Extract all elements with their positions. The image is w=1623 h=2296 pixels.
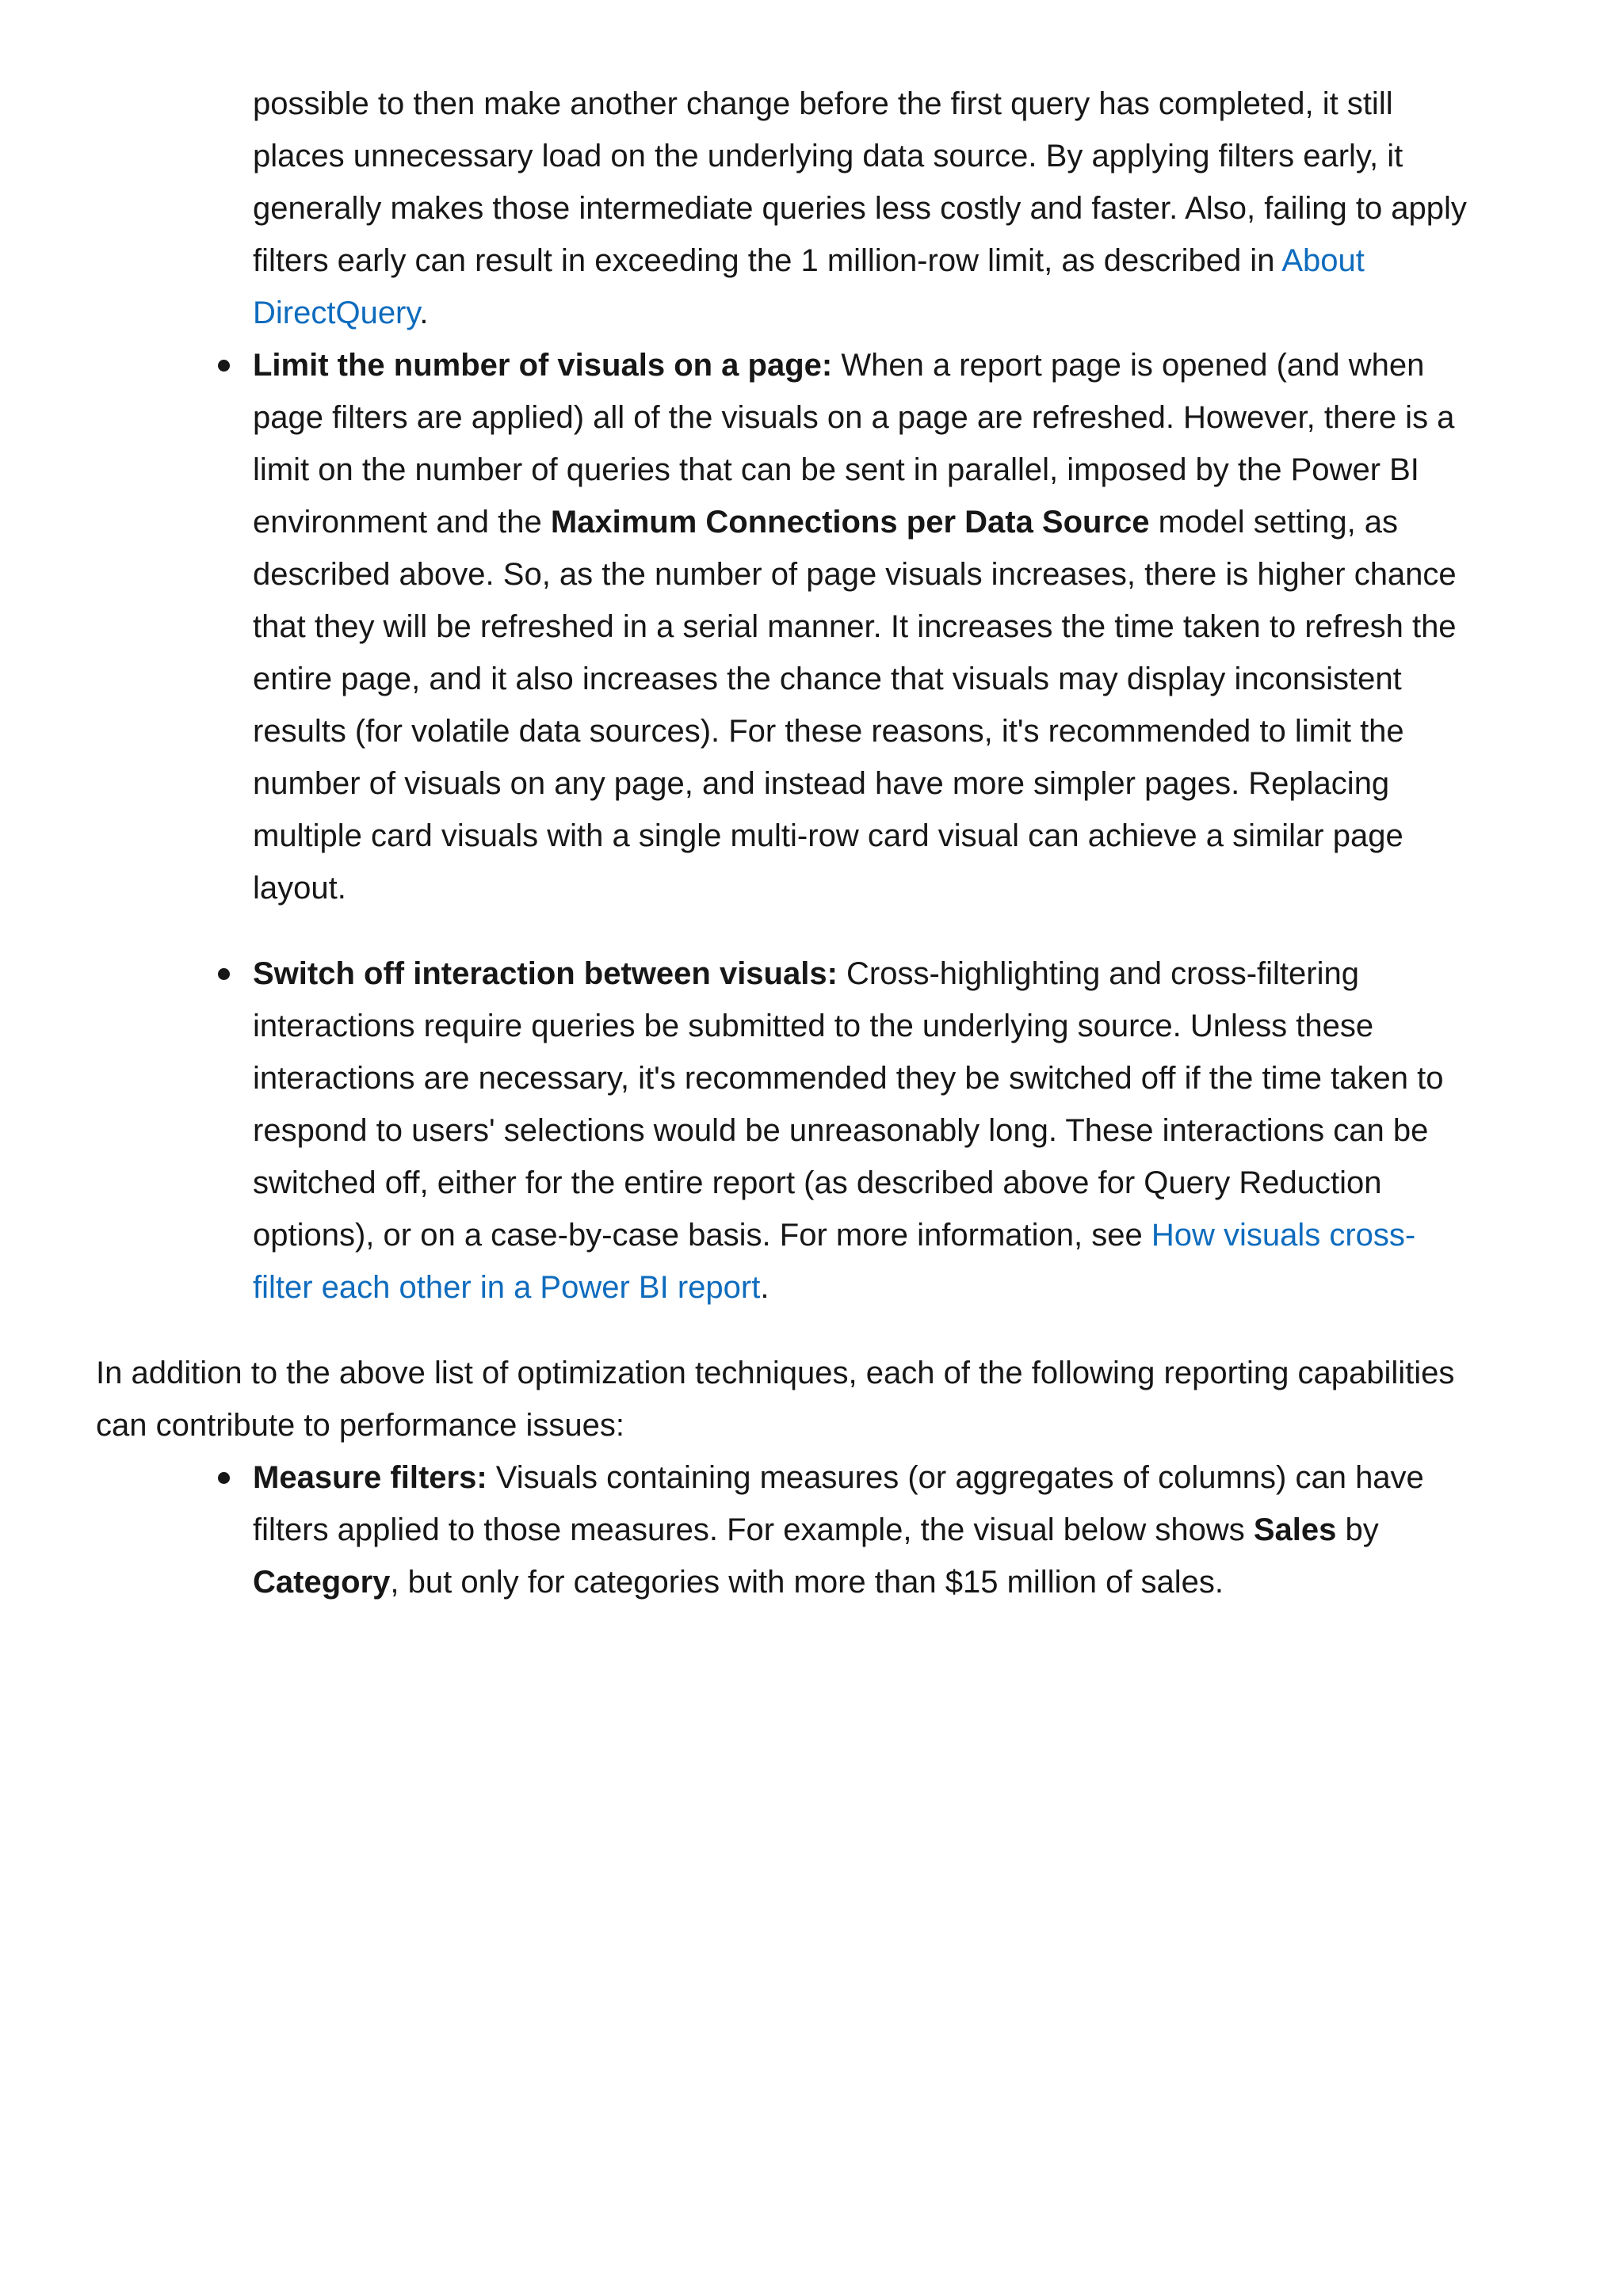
list-item-measure-filters (174, 1451, 1474, 1608)
cross-filter-link[interactable]: How visuals cross-filter each other in a Power BI report (253, 1218, 1416, 1305)
list-item-text: by (1336, 1512, 1379, 1547)
list-item-limit-visuals (174, 339, 1474, 914)
category-term: Category (253, 1565, 391, 1600)
list-item-text: When a report page is opened (and when page filters are applied) all of the visuals on a page are refreshed. However, there is a limit on the number of queries that can be sent in parallel, imposed by the Power BI environment and the (253, 348, 1455, 540)
optimization-list (174, 339, 1474, 1314)
sales-term: Sales (1253, 1512, 1337, 1547)
about-directquery-link[interactable]: About DirectQuery (253, 243, 1365, 330)
list-item-text: Cross-highlighting and cross-filtering interactions require queries be submitted to the underlying source. Unless these interactions are necessary, it's recommended they be switched off if the time taken to respond to users' selections would be unreasonably long. These interactions can be switched off, either for the entire report (as described above for Query Reduction options), or on a case-by-case basis. For more information, see (253, 956, 1444, 1253)
list-item-title: Limit the number of visuals on a page: (253, 348, 833, 383)
continued-list-item (174, 78, 1474, 339)
document-content (96, 78, 1474, 1608)
continued-text: possible to then make another change before the first query has completed, it still places unnecessary load on the underlying data source. By applying filters early, it generally makes those intermediate queries less costly and faster. Also, failing to apply filters early can result in exceeding the 1 million-row limit, as described in (253, 86, 1467, 278)
list-item-text: Visuals containing measures (or aggregates of columns) can have filters applied to those measures. For example, the visual below shows (253, 1460, 1424, 1547)
intro-paragraph: In addition to the above list of optimization techniques, each of the following reporting capabilities can contribute to performance issues: (96, 1356, 1455, 1443)
continued-text-end: . (419, 296, 429, 330)
list-item-title: Switch off interaction between visuals: (253, 956, 838, 991)
list-item-title: Measure filters: (253, 1460, 487, 1495)
capabilities-list (174, 1451, 1474, 1608)
list-item-text: model setting, as described above. So, as the number of page visuals increases, there is higher chance that they will be refreshed in a serial manner. It increases the time taken to refresh the entire page, and it also increases the chance that visuals may display inconsistent results (for volatile data sources). For these reasons, it's recommended to limit the number of visuals on any page, and instead have more simpler pages. Replacing multiple card visuals with a single multi-row card visual can achieve a similar page layout. (253, 505, 1457, 906)
max-connections-setting: Maximum Connections per Data Source (550, 505, 1150, 540)
list-item-switch-off-interaction (174, 948, 1474, 1314)
list-item-text-end: . (760, 1270, 769, 1305)
list-item-text-end: , but only for categories with more than $15 million of sales. (390, 1565, 1224, 1600)
